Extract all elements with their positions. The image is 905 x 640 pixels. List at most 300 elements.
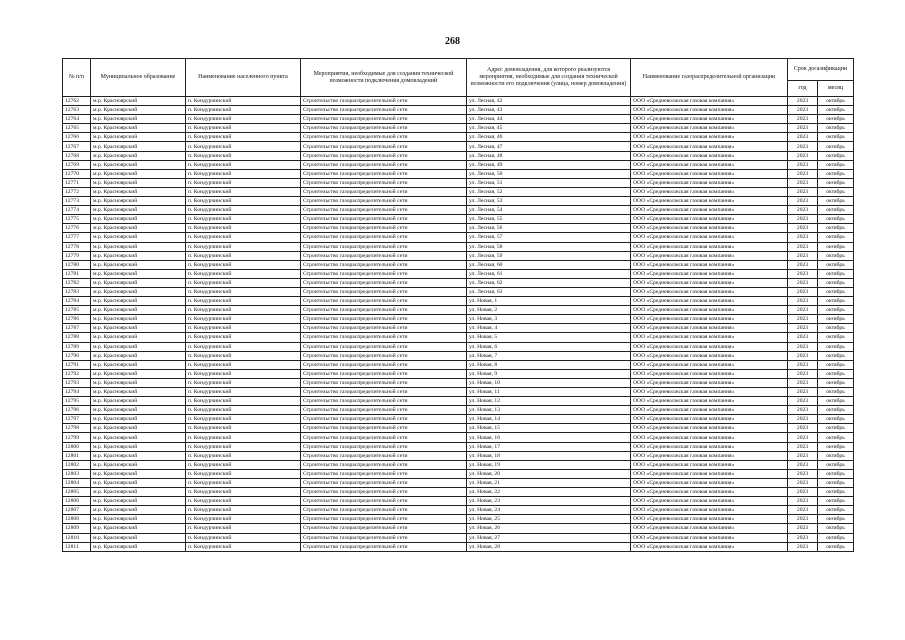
measure-cell: Строительство газораспределительной сети [301,297,467,306]
year-cell: 2023 [788,187,818,196]
row-number-cell: 12807 [63,506,91,515]
settlement-cell: п. Кондурчинский [186,106,301,115]
organization-cell: ООО «Средневолжская газовая компания» [631,242,788,251]
measure-cell: Строительство газораспределительной сети [301,515,467,524]
table-row [63,106,854,115]
table-row [63,506,854,515]
address-cell: ул. Новая, 26 [467,524,631,533]
settlement-cell: п. Кондурчинский [186,315,301,324]
address-cell: ул. Лесная, 47 [467,142,631,151]
organization-cell: ООО «Средневолжская газовая компания» [631,369,788,378]
year-cell: 2023 [788,388,818,397]
month-cell: октябрь [818,324,854,333]
table-row [63,542,854,551]
organization-cell: ООО «Средневолжская газовая компания» [631,524,788,533]
settlement-cell: п. Кондурчинский [186,460,301,469]
measure-cell: Строительство газораспределительной сети [301,306,467,315]
organization-cell: ООО «Средневолжская газовая компания» [631,115,788,124]
month-cell: октябрь [818,524,854,533]
year-cell: 2023 [788,315,818,324]
month-cell: октябрь [818,515,854,524]
municipality-cell: м.р. Красноярский [91,206,186,215]
measure-cell: Строительство газораспределительной сети [301,424,467,433]
month-cell: октябрь [818,233,854,242]
settlement-cell: п. Кондурчинский [186,187,301,196]
municipality-cell: м.р. Красноярский [91,415,186,424]
page-number: 268 [445,36,460,47]
address-cell: ул. Новая, 14 [467,415,631,424]
year-cell: 2023 [788,115,818,124]
row-number-cell: 12764 [63,115,91,124]
settlement-cell: п. Кондурчинский [186,260,301,269]
year-cell: 2023 [788,169,818,178]
row-number-cell: 12793 [63,378,91,387]
row-number-cell: 12767 [63,142,91,151]
municipality-cell: м.р. Красноярский [91,442,186,451]
row-number-cell: 12797 [63,415,91,424]
municipality-cell: м.р. Красноярский [91,269,186,278]
address-cell: ул. Новая, 24 [467,506,631,515]
address-cell: ул. Лесная, 62 [467,278,631,287]
table-row [63,215,854,224]
row-number-cell: 12809 [63,524,91,533]
settlement-cell: п. Кондурчинский [186,369,301,378]
table-row [63,269,854,278]
measure-cell: Строительство газораспределительной сети [301,124,467,133]
municipality-cell: м.р. Красноярский [91,497,186,506]
municipality-cell: м.р. Красноярский [91,388,186,397]
row-number-cell: 12773 [63,197,91,206]
address-cell: ул. Лесная, 42 [467,97,631,106]
year-cell: 2023 [788,397,818,406]
municipality-cell: м.р. Красноярский [91,106,186,115]
row-number-cell: 12805 [63,488,91,497]
row-number-cell: 12780 [63,260,91,269]
address-cell: ул. Лесная, 46 [467,133,631,142]
row-number-cell: 12796 [63,406,91,415]
organization-cell: ООО «Средневолжская газовая компания» [631,178,788,187]
table-row [63,97,854,106]
measure-cell: Строительство газораспределительной сети [301,451,467,460]
organization-cell: ООО «Средневолжская газовая компания» [631,497,788,506]
settlement-cell: п. Кондурчинский [186,433,301,442]
measure-cell: Строительство газораспределительной сети [301,469,467,478]
year-cell: 2023 [788,278,818,287]
year-cell: 2023 [788,124,818,133]
table-row [63,169,854,178]
year-cell: 2023 [788,306,818,315]
organization-cell: ООО «Средневолжская газовая компания» [631,433,788,442]
month-cell: октябрь [818,460,854,469]
settlement-cell: п. Кондурчинский [186,297,301,306]
year-cell: 2023 [788,324,818,333]
measure-cell: Строительство газораспределительной сети [301,442,467,451]
year-cell: 2023 [788,533,818,542]
year-cell: 2023 [788,406,818,415]
header-address: Адрес домовладения, для которого реализуются мероприятия, необходимые для создания технической возможности его подключения (улица, номер домовладения) [467,59,631,97]
table-row [63,224,854,233]
table-row [63,342,854,351]
year-cell: 2023 [788,224,818,233]
month-cell: октябрь [818,151,854,160]
table-row [63,324,854,333]
municipality-cell: м.р. Красноярский [91,488,186,497]
month-cell: октябрь [818,160,854,169]
month-cell: октябрь [818,206,854,215]
year-cell: 2023 [788,342,818,351]
measure-cell: Строительство газораспределительной сети [301,388,467,397]
settlement-cell: п. Кондурчинский [186,278,301,287]
year-cell: 2023 [788,287,818,296]
measure-cell: Строительство газораспределительной сети [301,460,467,469]
municipality-cell: м.р. Красноярский [91,478,186,487]
table-row [63,515,854,524]
address-cell: ул. Новая, 1 [467,297,631,306]
measure-cell: Строительство газораспределительной сети [301,269,467,278]
header-num: № п/п [63,59,91,97]
table-row [63,378,854,387]
measure-cell: Строительство газораспределительной сети [301,415,467,424]
organization-cell: ООО «Средневолжская газовая компания» [631,197,788,206]
month-cell: октябрь [818,542,854,551]
settlement-cell: п. Кондурчинский [186,351,301,360]
month-cell: октябрь [818,115,854,124]
municipality-cell: м.р. Красноярский [91,360,186,369]
month-cell: октябрь [818,488,854,497]
municipality-cell: м.р. Красноярский [91,224,186,233]
year-cell: 2023 [788,460,818,469]
address-cell: ул. Новая, 9 [467,369,631,378]
table-row [63,315,854,324]
year-cell: 2023 [788,197,818,206]
settlement-cell: п. Кондурчинский [186,506,301,515]
municipality-cell: м.р. Красноярский [91,197,186,206]
organization-cell: ООО «Средневолжская газовая компания» [631,315,788,324]
organization-cell: ООО «Средневолжская газовая компания» [631,451,788,460]
settlement-cell: п. Кондурчинский [186,142,301,151]
measure-cell: Строительство газораспределительной сети [301,524,467,533]
table-row [63,388,854,397]
address-cell: ул. Новая, 17 [467,442,631,451]
month-cell: октябрь [818,506,854,515]
year-cell: 2023 [788,360,818,369]
organization-cell: ООО «Средневолжская газовая компания» [631,406,788,415]
row-number-cell: 12774 [63,206,91,215]
address-cell: ул. Новая, 22 [467,488,631,497]
organization-cell: ООО «Средневолжская газовая компания» [631,415,788,424]
row-number-cell: 12791 [63,360,91,369]
organization-cell: ООО «Средневолжская газовая компания» [631,306,788,315]
measure-cell: Строительство газораспределительной сети [301,506,467,515]
header-org: Наименование газораспределительной организации [631,59,788,97]
municipality-cell: м.р. Красноярский [91,369,186,378]
row-number-cell: 12808 [63,515,91,524]
organization-cell: ООО «Средневолжская газовая компания» [631,224,788,233]
gasification-table [62,58,854,552]
row-number-cell: 12771 [63,178,91,187]
year-cell: 2023 [788,469,818,478]
organization-cell: ООО «Средневолжская газовая компания» [631,233,788,242]
address-cell: ул. Лесная, 48 [467,151,631,160]
measure-cell: Строительство газораспределительной сети [301,160,467,169]
address-cell: ул. Лесная, 63 [467,287,631,296]
municipality-cell: м.р. Красноярский [91,524,186,533]
organization-cell: ООО «Средневолжская газовая компания» [631,442,788,451]
row-number-cell: 12784 [63,297,91,306]
settlement-cell: п. Кондурчинский [186,442,301,451]
table-row [63,297,854,306]
header-term: Срок догазификации [788,59,854,81]
address-cell: ул. Лесная, 54 [467,206,631,215]
month-cell: октябрь [818,187,854,196]
row-number-cell: 12777 [63,233,91,242]
municipality-cell: м.р. Красноярский [91,333,186,342]
month-cell: октябрь [818,242,854,251]
row-number-cell: 12785 [63,306,91,315]
address-cell: ул. Лесная, 53 [467,197,631,206]
settlement-cell: п. Кондурчинский [186,406,301,415]
month-cell: октябрь [818,315,854,324]
measure-cell: Строительство газораспределительной сети [301,497,467,506]
organization-cell: ООО «Средневолжская газовая компания» [631,324,788,333]
municipality-cell: м.р. Красноярский [91,315,186,324]
municipality-cell: м.р. Красноярский [91,515,186,524]
settlement-cell: п. Кондурчинский [186,206,301,215]
address-cell: ул. Новая, 12 [467,397,631,406]
address-cell: ул. Новая, 3 [467,315,631,324]
measure-cell: Строительство газораспределительной сети [301,360,467,369]
municipality-cell: м.р. Красноярский [91,178,186,187]
table-row [63,151,854,160]
table-row [63,187,854,196]
month-cell: октябрь [818,378,854,387]
organization-cell: ООО «Средневолжская газовая компания» [631,97,788,106]
row-number-cell: 12778 [63,242,91,251]
month-cell: октябрь [818,433,854,442]
month-cell: октябрь [818,97,854,106]
settlement-cell: п. Кондурчинский [186,360,301,369]
settlement-cell: п. Кондурчинский [186,251,301,260]
municipality-cell: м.р. Красноярский [91,124,186,133]
address-cell: ул. Новая, 2 [467,306,631,315]
year-cell: 2023 [788,369,818,378]
address-cell: ул. Новая, 16 [467,433,631,442]
row-number-cell: 12804 [63,478,91,487]
settlement-cell: п. Кондурчинский [186,242,301,251]
address-cell: ул. Новая, 25 [467,515,631,524]
settlement-cell: п. Кондурчинский [186,488,301,497]
municipality-cell: м.р. Красноярский [91,278,186,287]
address-cell: ул. Новая, 21 [467,478,631,487]
municipality-cell: м.р. Красноярский [91,433,186,442]
row-number-cell: 12781 [63,269,91,278]
year-cell: 2023 [788,442,818,451]
measure-cell: Строительство газораспределительной сети [301,369,467,378]
month-cell: октябрь [818,224,854,233]
row-number-cell: 12765 [63,124,91,133]
table-row [63,351,854,360]
municipality-cell: м.р. Красноярский [91,251,186,260]
row-number-cell: 12790 [63,351,91,360]
organization-cell: ООО «Средневолжская газовая компания» [631,542,788,551]
year-cell: 2023 [788,378,818,387]
address-cell: ул. Новая, 13 [467,406,631,415]
organization-cell: ООО «Средневолжская газовая компания» [631,160,788,169]
settlement-cell: п. Кондурчинский [186,124,301,133]
organization-cell: ООО «Средневолжская газовая компания» [631,169,788,178]
organization-cell: ООО «Средневолжская газовая компания» [631,187,788,196]
settlement-cell: п. Кондурчинский [186,133,301,142]
address-cell: ул. Лесная, 43 [467,106,631,115]
row-number-cell: 12795 [63,397,91,406]
row-number-cell: 12769 [63,160,91,169]
year-cell: 2023 [788,242,818,251]
measure-cell: Строительство газораспределительной сети [301,142,467,151]
month-cell: октябрь [818,260,854,269]
measure-cell: Строительство газораспределительной сети [301,488,467,497]
measure-cell: Строительство газораспределительной сети [301,115,467,124]
row-number-cell: 12779 [63,251,91,260]
table-row [63,178,854,187]
measure-cell: Строительство газораспределительной сети [301,351,467,360]
year-cell: 2023 [788,451,818,460]
organization-cell: ООО «Средневолжская газовая компания» [631,106,788,115]
year-cell: 2023 [788,424,818,433]
settlement-cell: п. Кондурчинский [186,324,301,333]
header-settlement: Наименование населенного пункта [186,59,301,97]
address-cell: ул. Новая, 15 [467,424,631,433]
settlement-cell: п. Кондурчинский [186,533,301,542]
month-cell: октябрь [818,442,854,451]
municipality-cell: м.р. Красноярский [91,460,186,469]
municipality-cell: м.р. Красноярский [91,342,186,351]
settlement-cell: п. Кондурчинский [186,542,301,551]
table-row [63,524,854,533]
year-cell: 2023 [788,497,818,506]
table-row [63,260,854,269]
settlement-cell: п. Кондурчинский [186,287,301,296]
table-row [63,533,854,542]
table-row [63,160,854,169]
table-row [63,360,854,369]
measure-cell: Строительство газораспределительной сети [301,478,467,487]
header-year: год [788,81,818,97]
row-number-cell: 12810 [63,533,91,542]
year-cell: 2023 [788,142,818,151]
row-number-cell: 12811 [63,542,91,551]
settlement-cell: п. Кондурчинский [186,233,301,242]
organization-cell: ООО «Средневолжская газовая компания» [631,278,788,287]
measure-cell: Строительство газораспределительной сети [301,433,467,442]
address-cell: ул. Новая, 27 [467,533,631,542]
row-number-cell: 12782 [63,278,91,287]
table-row [63,397,854,406]
year-cell: 2023 [788,515,818,524]
settlement-cell: п. Кондурчинский [186,151,301,160]
address-cell: ул. Новая, 20 [467,469,631,478]
table-row [63,233,854,242]
table-row [63,124,854,133]
municipality-cell: м.р. Красноярский [91,169,186,178]
table-row [63,251,854,260]
year-cell: 2023 [788,251,818,260]
address-cell: ул. Лесная, 58 [467,242,631,251]
year-cell: 2023 [788,542,818,551]
measure-cell: Строительство газораспределительной сети [301,324,467,333]
row-number-cell: 12762 [63,97,91,106]
organization-cell: ООО «Средневолжская газовая компания» [631,333,788,342]
month-cell: октябрь [818,478,854,487]
month-cell: октябрь [818,388,854,397]
month-cell: октябрь [818,415,854,424]
measure-cell: Строительство газораспределительной сети [301,342,467,351]
settlement-cell: п. Кондурчинский [186,97,301,106]
address-cell: ул. Новая, 28 [467,542,631,551]
table-row [63,497,854,506]
organization-cell: ООО «Средневолжская газовая компания» [631,360,788,369]
year-cell: 2023 [788,178,818,187]
month-cell: октябрь [818,215,854,224]
municipality-cell: м.р. Красноярский [91,187,186,196]
municipality-cell: м.р. Красноярский [91,351,186,360]
settlement-cell: п. Кондурчинский [186,478,301,487]
table-body [63,97,854,552]
address-cell: ул. Лесная, 49 [467,160,631,169]
address-cell: ул. Новая, 10 [467,378,631,387]
municipality-cell: м.р. Красноярский [91,306,186,315]
header-municipality: Муниципальное образование [91,59,186,97]
measure-cell: Строительство газораспределительной сети [301,133,467,142]
month-cell: октябрь [818,469,854,478]
organization-cell: ООО «Средневолжская газовая компания» [631,397,788,406]
row-number-cell: 12772 [63,187,91,196]
year-cell: 2023 [788,415,818,424]
year-cell: 2023 [788,133,818,142]
municipality-cell: м.р. Красноярский [91,424,186,433]
organization-cell: ООО «Средневолжская газовая компания» [631,251,788,260]
row-number-cell: 12783 [63,287,91,296]
municipality-cell: м.р. Красноярский [91,287,186,296]
settlement-cell: п. Кондурчинский [186,160,301,169]
municipality-cell: м.р. Красноярский [91,324,186,333]
settlement-cell: п. Кондурчинский [186,388,301,397]
measure-cell: Строительство газораспределительной сети [301,242,467,251]
table-row [63,133,854,142]
measure-cell: Строительство газораспределительной сети [301,187,467,196]
measure-cell: Строительство газораспределительной сети [301,224,467,233]
address-cell: ул. Лесная, 60 [467,260,631,269]
settlement-cell: п. Кондурчинский [186,378,301,387]
year-cell: 2023 [788,160,818,169]
settlement-cell: п. Кондурчинский [186,215,301,224]
settlement-cell: п. Кондурчинский [186,342,301,351]
address-cell: ул. Лесная, 57 [467,233,631,242]
header-month: месяц [818,81,854,97]
organization-cell: ООО «Средневолжская газовая компания» [631,460,788,469]
table-row [63,115,854,124]
month-cell: октябрь [818,397,854,406]
address-cell: ул. Лесная, 52 [467,187,631,196]
year-cell: 2023 [788,97,818,106]
address-cell: ул. Новая, 8 [467,360,631,369]
organization-cell: ООО «Средневолжская газовая компания» [631,142,788,151]
year-cell: 2023 [788,524,818,533]
table-row [63,478,854,487]
row-number-cell: 12798 [63,424,91,433]
year-cell: 2023 [788,233,818,242]
table-row [63,306,854,315]
table-row [63,442,854,451]
